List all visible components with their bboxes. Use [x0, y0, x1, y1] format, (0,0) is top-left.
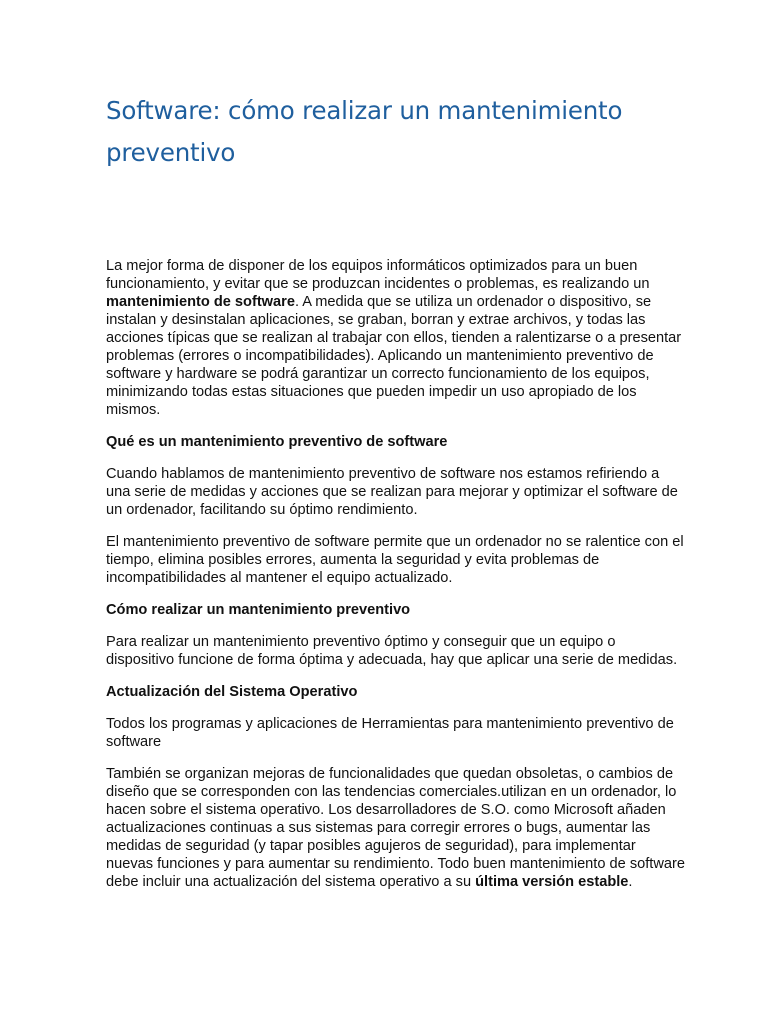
- section-what-is-paragraph-2: El mantenimiento preventivo de software permite que un ordenador no se ralentice con el tiempo, elimina posibles errores, aumenta la seguridad y evita problemas de incompatibilidades al mantener el equipo actualizado.: [106, 534, 684, 586]
- os-update-text-start: También se organizan mejoras de funcionalidades que quedan obsoletas, o cambios de diseño que se corresponden con las tendencias comerciales.utilizan en un ordenador, lo hacen sobre el sistema operativo. Los desarrolladores de S.O. como Microsoft añaden actualizaciones continuas a sus sistemas para corregir errores o bugs, aumentar las medidas de seguridad (y tapar posibles agujeros de seguridad), para implementar nuevas funciones y para aumentar su rendimiento. Todo buen mantenimiento de software debe incluir una actualización del sistema operativo a su: [106, 766, 685, 890]
- section-os-update-paragraph-2: [106, 765, 686, 891]
- section-heading-what-is: Qué es un mantenimiento preventivo de software: [106, 434, 448, 450]
- section-os-update-paragraph-1: Todos los programas y aplicaciones de Herramientas para mantenimiento preventivo de software: [106, 716, 674, 750]
- document-body: [106, 257, 686, 905]
- intro-bold-term: mantenimiento de software: [106, 294, 295, 310]
- intro-text-end: . A medida que se utiliza un ordenador o dispositivo, se instalan y desinstalan aplicaciones, se graban, borran y extrae archivos, y todas las acciones típicas que se realizan al trabajar con ellos, tienden a ralentizarse o a presentar problemas (errores o incompatibilidades). Aplicando un mantenimiento preventivo de software y hardware se podrá garantizar un correcto funcionamiento de los equipos, minimizando todas estas situaciones que pueden impedir un uso apropiado de los mismos.: [106, 294, 682, 418]
- os-update-bold-term: última versión estable: [475, 874, 629, 890]
- section-heading-how-to: Cómo realizar un mantenimiento preventivo: [106, 602, 411, 618]
- os-update-text-end: .: [628, 874, 633, 890]
- intro-text-start: La mejor forma de disponer de los equipos informáticos optimizados para un buen funcionamiento, y evitar que se produzcan incidentes o problemas, es realizando un: [106, 258, 650, 292]
- page-title: Software: cómo realizar un mantenimiento preventivo: [106, 96, 623, 167]
- section-heading-os-update: Actualización del Sistema Operativo: [106, 684, 358, 700]
- section-how-to-paragraph-1: Para realizar un mantenimiento preventivo óptimo y conseguir que un equipo o dispositivo funcione de forma óptima y adecuada, hay que aplicar una serie de medidas.: [106, 634, 678, 668]
- section-what-is-paragraph-1: Cuando hablamos de mantenimiento preventivo de software nos estamos refiriendo a una serie de medidas y acciones que se realizan para mejorar y optimizar el software de un ordenador, facilitando su óptimo rendimiento.: [106, 466, 678, 518]
- intro-paragraph: [106, 257, 686, 419]
